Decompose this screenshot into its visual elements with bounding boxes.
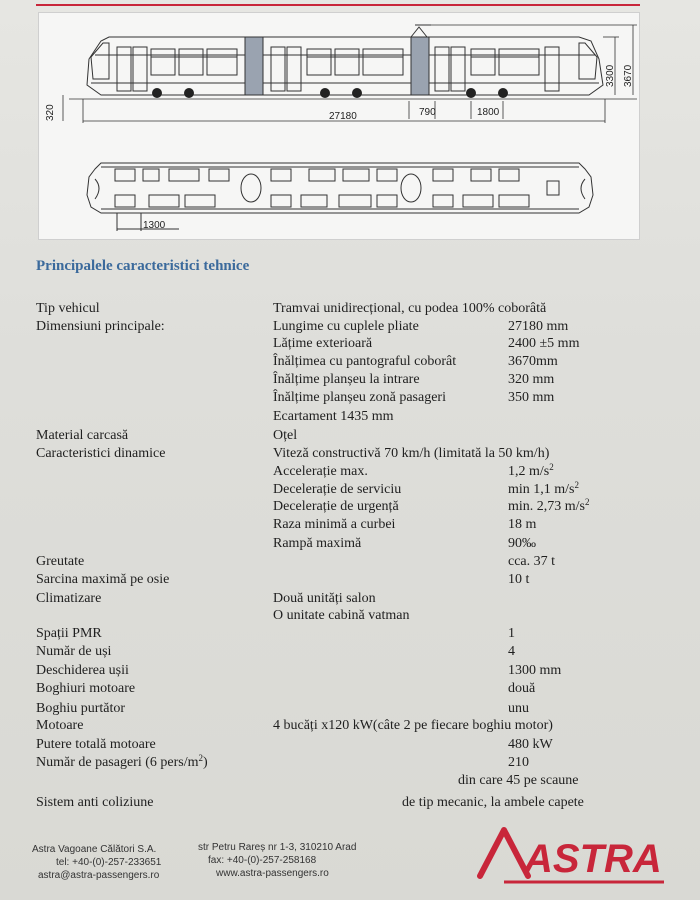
spec-label: Spații PMR: [36, 626, 102, 641]
spec-description: Înălțime planșeu la intrare: [273, 372, 420, 387]
tram-drawing: [38, 12, 640, 240]
spec-description: Accelerație max.: [273, 464, 368, 479]
footer-fax: fax: +40-(0)-257-258168: [208, 855, 317, 866]
spec-label: Sistem anti coliziune: [36, 795, 154, 810]
spec-value: de tip mecanic, la ambele capete: [402, 795, 584, 810]
astra-logo: [474, 822, 670, 886]
spec-label: Deschiderea ușii: [36, 663, 129, 678]
spec-value: din care 45 pe scaune: [458, 773, 579, 788]
spec-value: 90‰: [508, 536, 536, 551]
footer-address: str Petru Rareș nr 1-3, 310210 Arad: [198, 842, 357, 853]
spec-value: 18 m: [508, 517, 537, 532]
dim-790: 790: [419, 107, 436, 118]
spec-value: 27180 mm: [508, 319, 569, 334]
spec-label: Boghiuri motoare: [36, 681, 136, 696]
spec-label: Dimensiuni principale:: [36, 319, 165, 334]
spec-description: Decelerație de urgență: [273, 499, 399, 514]
dim-floor: 320: [45, 104, 56, 121]
section-heading: Principalele caracteristici tehnice: [36, 258, 250, 274]
dim-height-panto: 3670: [623, 64, 634, 87]
spec-value: 2400 ±5 mm: [508, 336, 580, 351]
spec-label: Climatizare: [36, 591, 102, 606]
spec-description: Oțel: [273, 428, 298, 443]
spec-label: Greutate: [36, 554, 85, 569]
spec-description: Înălțimea cu pantograful coborât: [273, 354, 457, 369]
dim-door: 1300: [143, 220, 166, 231]
spec-description: Tramvai unidirecțional, cu podea 100% coborâtă: [273, 301, 547, 316]
spec-label: Număr de pasageri (6 pers/$m^2$): [36, 753, 208, 770]
spec-value: 210: [508, 755, 529, 770]
spec-label: Material carcasă: [36, 428, 129, 443]
spec-label-sup: 2: [198, 753, 203, 763]
spec-label: Boghiu purtător: [36, 701, 126, 716]
spec-description: 4 bucăți x120 kW(câte 2 pe fiecare boghiu motor): [273, 718, 553, 733]
spec-value: 3670mm: [508, 354, 558, 369]
footer-tel: tel: +40-(0)-257-233651: [56, 857, 162, 868]
spec-description: Lungime cu cuplele pliate: [273, 319, 419, 334]
spec-value: 350 mm: [508, 390, 555, 405]
spec-value: 320 mm: [508, 372, 555, 387]
dim-length: 27180: [329, 111, 357, 122]
footer-email[interactable]: astra@astra-passengers.ro: [38, 870, 160, 881]
spec-value: 4: [508, 644, 515, 659]
spec-value: 480 kW: [508, 737, 553, 752]
spec-description: Viteză constructivă 70 km/h (limitată la 50 km/h): [273, 446, 550, 461]
spec-description: Două unități salon: [273, 591, 376, 606]
spec-description: O unitate cabină vatman: [273, 608, 410, 623]
spec-value: 1: [508, 626, 515, 641]
spec-label: Număr de uși: [36, 644, 112, 659]
tram-diagram-svg: [39, 13, 641, 241]
top-red-rule: [36, 4, 640, 6]
spec-value-sup: 2: [574, 480, 580, 490]
spec-value: min 1,1 $m/s^2$: [508, 480, 580, 497]
dim-1800: 1800: [477, 107, 500, 118]
spec-description: Ecartament 1435 mm: [273, 409, 394, 424]
spec-label: Putere totală motoare: [36, 737, 156, 752]
spec-value: 1300 mm: [508, 663, 562, 678]
spec-label: Tip vehicul: [36, 301, 100, 316]
spec-description: Rampă maximă: [273, 536, 362, 551]
spec-description: Lățime exterioară: [273, 336, 373, 351]
spec-value: cca. 37 t: [508, 554, 556, 569]
spec-description: Înălțime planșeu zonă pasageri: [273, 390, 446, 405]
footer-company: Astra Vagoane Călători S.A.: [32, 844, 157, 855]
spec-value: unu: [508, 701, 529, 716]
spec-value: min. 2,73 $m/s^2$: [508, 497, 590, 514]
spec-value-sup: 2: [585, 497, 590, 507]
spec-value-sup: 2: [549, 462, 554, 472]
spec-value: două: [508, 681, 536, 696]
spec-description: Raza minimă a curbei: [273, 517, 396, 532]
spec-label: Motoare: [36, 718, 84, 733]
spec-value: 1,2 $m/s^2$: [508, 462, 554, 479]
logo-text: ASTRA: [524, 837, 662, 881]
spec-label: Sarcina maximă pe osie: [36, 572, 170, 587]
spec-value: 10 t: [508, 572, 530, 587]
footer-web[interactable]: www.astra-passengers.ro: [216, 868, 329, 879]
spec-label: Caracteristici dinamice: [36, 446, 166, 461]
dim-height-roof: 3300: [605, 64, 616, 87]
spec-description: Decelerație de serviciu: [273, 482, 402, 497]
